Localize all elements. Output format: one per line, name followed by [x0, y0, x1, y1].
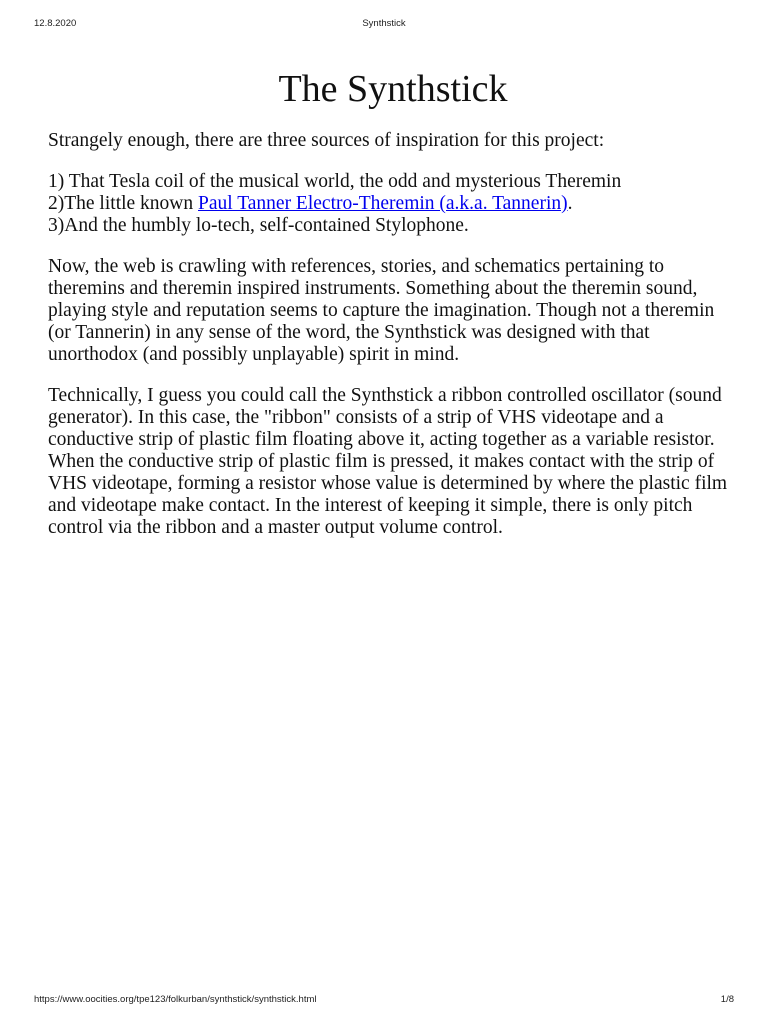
source-item-theremin: 1) That Tesla coil of the musical world, the odd and mysterious Theremin: [48, 171, 622, 192]
page-title: The Synthstick: [278, 68, 508, 110]
theremin-paragraph: Now, the web is crawling with references, stories, and schematics pertaining to theremins and theremin inspired instruments. Something about the theremin sound, playing style and reputation seems to capture the imagination. Though not a theremin (or Tannerin) in any sense of the word, the Synthstick was designed with that unorthodox (and possibly unplayable) spirit in mind.: [48, 256, 715, 365]
intro-paragraph: Strangely enough, there are three sources of inspiration for this project:: [48, 130, 605, 151]
sources-list: [48, 171, 738, 237]
print-url: https://www.oocities.org/tpe123/folkurban/synthstick/synthstick.html: [34, 994, 317, 1005]
source-item-tannerin: [48, 193, 738, 215]
print-page-title: Synthstick: [362, 18, 406, 29]
tannerin-link[interactable]: Paul Tanner Electro-Theremin (a.k.a. Tannerin): [198, 193, 568, 214]
source-item-stylophone: 3)And the humbly lo-tech, self-contained Stylophone.: [48, 215, 469, 236]
source-item-tannerin-suffix: .: [567, 193, 573, 214]
print-footer: [34, 994, 734, 1008]
print-date: 12.8.2020: [34, 18, 77, 29]
article: [48, 64, 738, 558]
print-page-number: 1/8: [720, 994, 734, 1005]
source-item-tannerin-prefix: 2)The little known: [48, 193, 199, 214]
technical-paragraph: Technically, I guess you could call the Synthstick a ribbon controlled oscillator (sound generator). In this case, the "ribbon" consists of a strip of VHS videotape and a conductive strip of plastic film floating above it, acting together as a variable resistor. When the conductive strip of plastic film is pressed, it makes contact with the strip of VHS videotape, forming a resistor whose value is determined by where the plastic film and videotape make contact. In the interest of keeping it simple, there is only pitch control via the ribbon and a master output volume control.: [48, 385, 728, 538]
print-header: [34, 18, 734, 32]
